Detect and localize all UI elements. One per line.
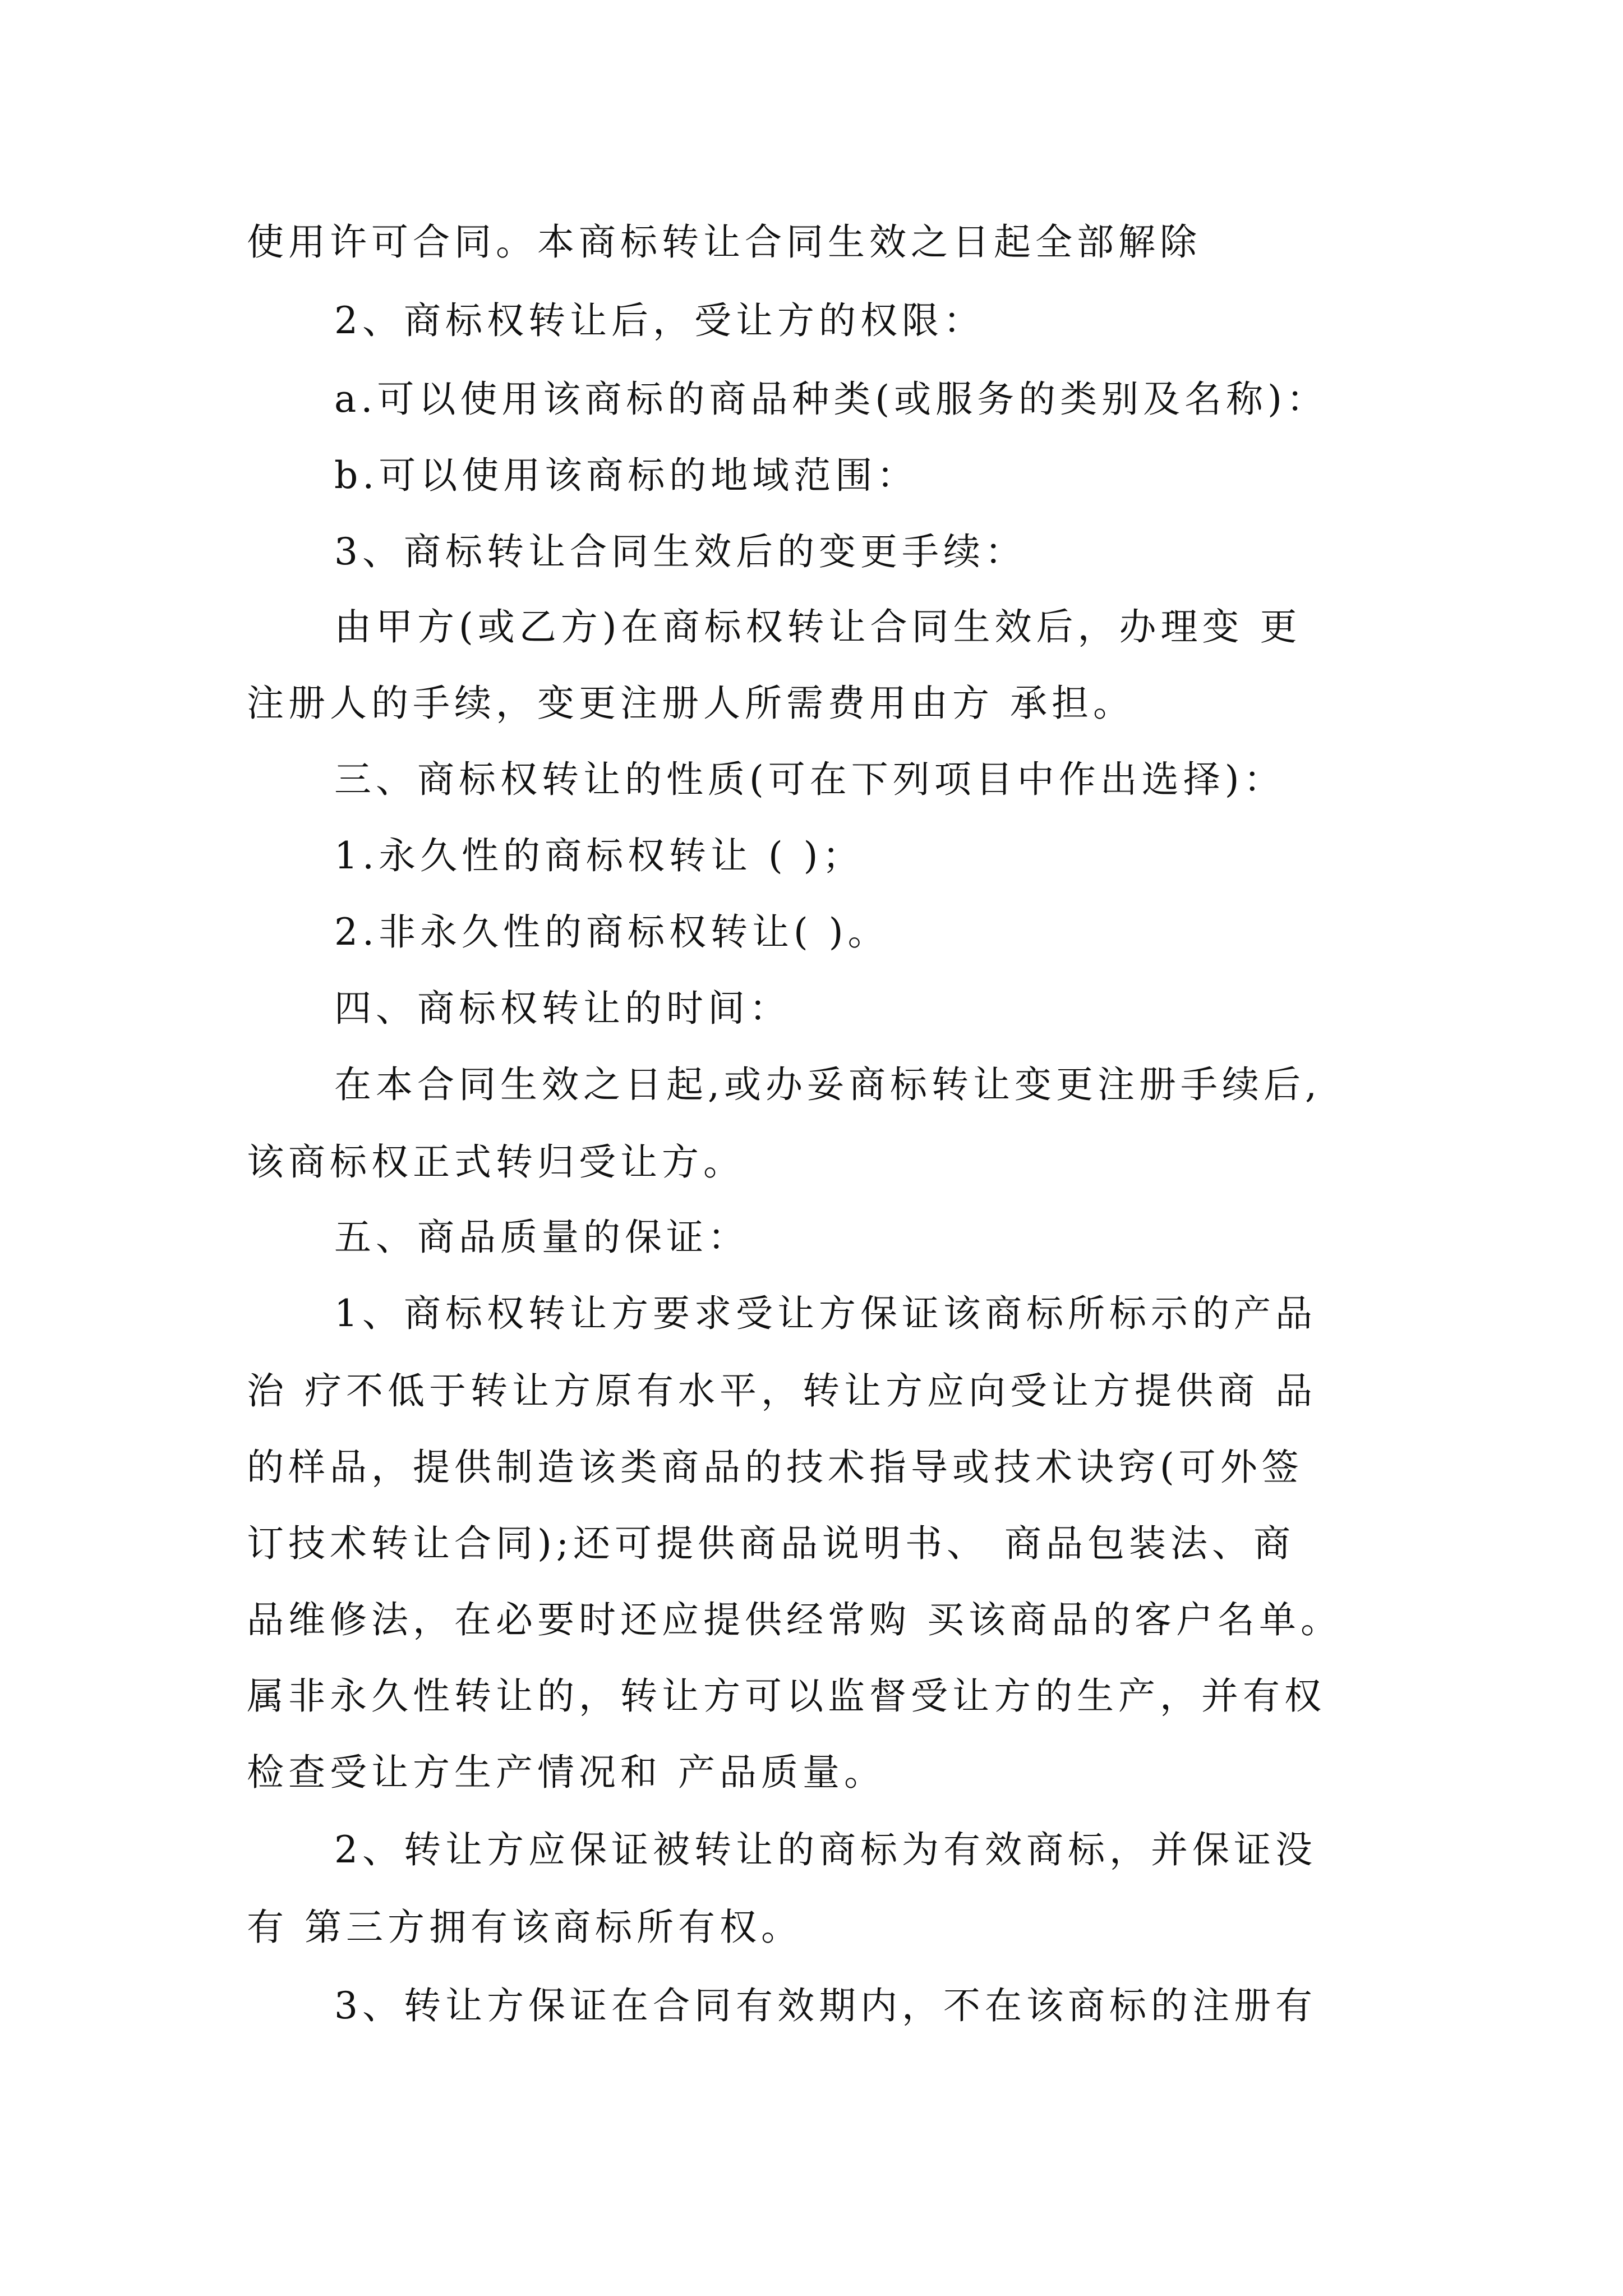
- text-line: 2、转让方应保证被转让的商标为有效商标，并保证没: [334, 1828, 1317, 1871]
- text-line: 3、转让方保证在合同有效期内，不在该商标的注册有: [334, 1984, 1317, 2027]
- text-line: 使用许可合同。本商标转让合同生效之日起全部解除: [247, 220, 1201, 264]
- text-line: 该商标权正式转归受让方。: [247, 1140, 745, 1184]
- text-line: a.可以使用该商标的商品种类(或服务的类别及名称)：: [334, 378, 1328, 421]
- text-line: 注册人的手续，变更注册人所需费用由方 承担。: [247, 682, 1135, 725]
- text-line: 检查受让方生产情况和 产品质量。: [247, 1751, 886, 1794]
- text-line: 五、商品质量的保证：: [334, 1216, 749, 1259]
- text-line: 四、商标权转让的时间：: [334, 987, 791, 1030]
- text-line: 的样品，提供制造该类商品的技术指导或技术诀窍(可外签: [247, 1446, 1303, 1489]
- text-line: 品维修法，在必要时还应提供经常购 买该商品的客户名单。: [247, 1598, 1342, 1641]
- text-line: 由甲方(或乙方)在商标权转让合同生效后，办理变 更: [334, 605, 1302, 648]
- text-line: 三、商标权转让的性质(可在下列项目中作出选择)：: [334, 758, 1285, 801]
- text-line: 属非永久性转让的，转让方可以监督受让方的生产，并有权: [247, 1674, 1326, 1718]
- text-line: 3、商标转让合同生效后的变更手续：: [334, 530, 1026, 573]
- text-line: 2.非永久性的商标权转让( )。: [334, 910, 889, 954]
- text-line: 订技术转让合同);还可提供商品说明书、 商品包装法、商: [247, 1522, 1295, 1565]
- text-line: 有 第三方拥有该商标所有权。: [247, 1906, 803, 1949]
- text-line: b.可以使用该商标的地域范围：: [334, 454, 919, 497]
- text-line: 1.永久性的商标权转让 ( )；: [334, 834, 864, 877]
- text-line: 在本合同生效之日起,或办妥商标转让变更注册手续后,: [334, 1063, 1321, 1106]
- text-line: 2、商标权转让后，受让方的权限：: [334, 299, 985, 342]
- text-line: 治 疗不低于转让方原有水平，转让方应向受让方提供商 品: [247, 1369, 1317, 1412]
- text-line: 1、商标权转让方要求受让方保证该商标所标示的产品: [334, 1292, 1317, 1335]
